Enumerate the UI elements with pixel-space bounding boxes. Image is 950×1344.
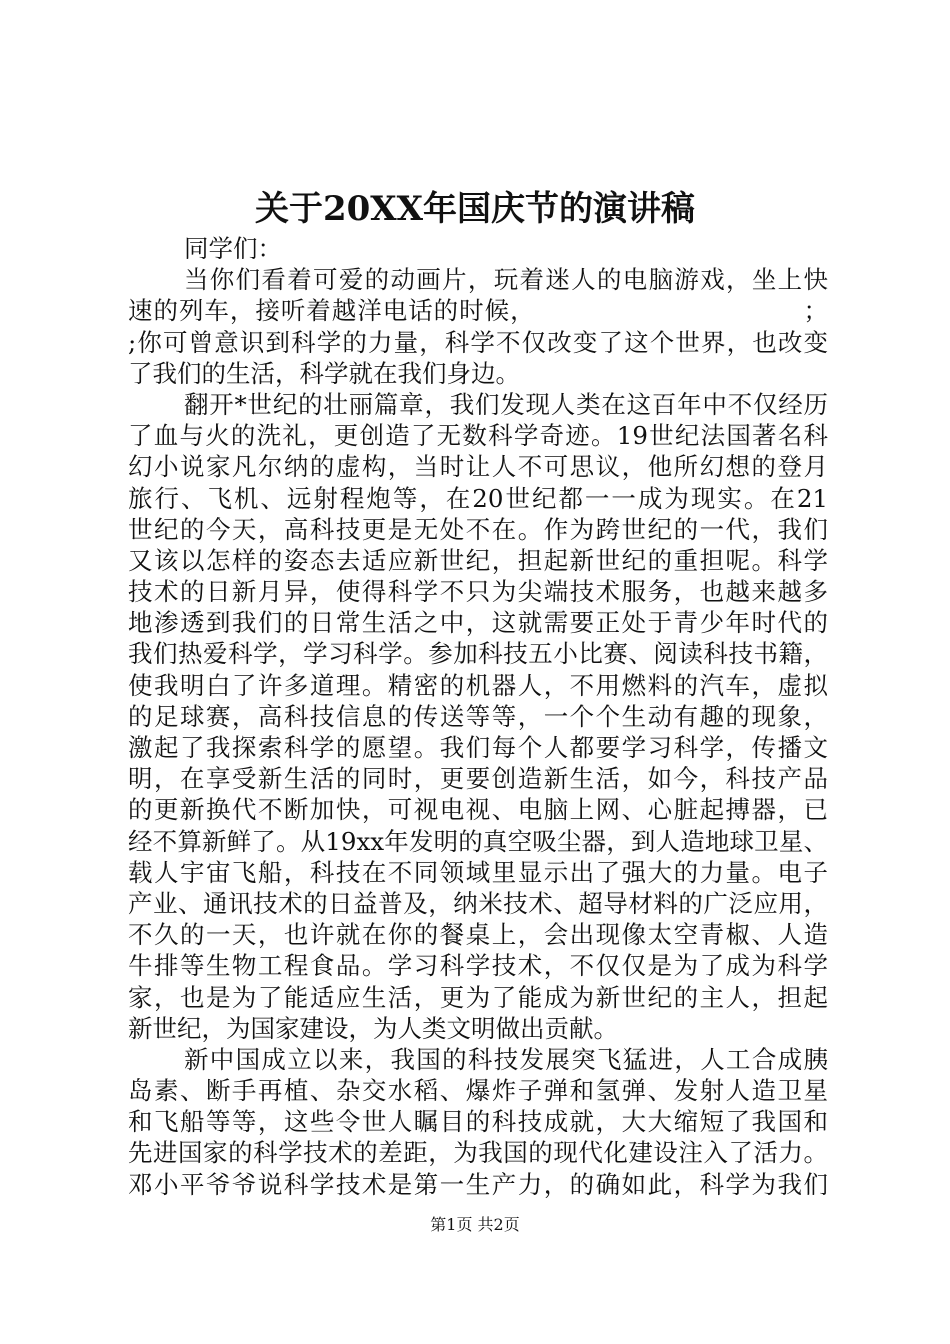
paragraph-2-line: 的更新换代不断加快，可视电视、电脑上网、心脏起搏器，已 (128, 795, 828, 825)
paragraph-2-line: 又该以怎样的姿态去适应新世纪，担起新世纪的重担呢。科学 (128, 545, 828, 575)
paragraph-1-line: 速的列车，接听着越洋电话的时候， ； (128, 296, 828, 326)
paragraph-2-line: 新世纪，为国家建设，为人类文明做出贡献。 (128, 1013, 618, 1043)
paragraph-2-line: 产业、通讯技术的日益普及，纳米技术、超导材料的广泛应用， (128, 888, 828, 918)
salutation: 同学们： (184, 234, 282, 263)
paragraph-3-line: 先进国家的科学技术的差距，为我国的现代化建设注入了活力。 (128, 1138, 828, 1168)
paragraph-2-line: 翻开*世纪的壮丽篇章，我们发现人类在这百年中不仅经历 (184, 389, 828, 419)
paragraph-2-line: 我们热爱科学，学习科学。参加科技五小比赛、阅读科技书籍， (128, 639, 828, 669)
paragraph-2-line: 技术的日新月异，使得科学不只为尖端技术服务，也越来越多 (128, 577, 828, 607)
paragraph-2-line: 激起了我探索科学的愿望。我们每个人都要学习科学，传播文 (128, 733, 828, 762)
document-title: 关于20XX年国庆节的演讲稿 (254, 189, 696, 229)
paragraph-2-line: 的足球赛，高科技信息的传送等等，一个个生动有趣的现象， (128, 701, 828, 731)
paragraph-3-line: 岛素、断手再植、杂交水稻、爆炸子弹和氢弹、发射人造卫星 (128, 1076, 828, 1106)
paragraph-2-line: 使我明白了许多道理。精密的机器人，不用燃料的汽车，虚拟 (128, 670, 828, 700)
paragraph-2-line: 载人宇宙飞船，科技在不同领域里显示出了强大的力量。电子 (128, 857, 828, 887)
paragraph-2-line: 牛排等生物工程食品。学习科学技术，不仅仅是为了成为科学 (128, 951, 828, 981)
paragraph-2-line: 幻小说家凡尔纳的虚构，当时让人不可思议，他所幻想的登月 (128, 452, 828, 482)
paragraph-1-line: 当你们看着可爱的动画片，玩着迷人的电脑游戏，坐上快 (184, 265, 828, 295)
paragraph-2-line: 旅行、飞机、远射程炮等，在20世纪都一一成为现实。在21 (128, 483, 828, 513)
paragraph-2-line: 不久的一天，也许就在你的餐桌上，会出现像太空青椒、人造 (128, 920, 828, 950)
paragraph-1-line: ;你可曾意识到科学的力量，科学不仅改变了这个世界，也改变 (128, 327, 828, 357)
paragraph-3-line: 和飞船等等，这些令世人瞩目的科技成就，大大缩短了我国和 (128, 1107, 828, 1137)
paragraph-3-line: 新中国成立以来，我国的科技发展突飞猛进，人工合成胰 (184, 1044, 828, 1074)
paragraph-1-line: 了我们的生活，科学就在我们身边。 (128, 358, 520, 388)
document-body (128, 233, 828, 1200)
paragraph-3-line: 邓小平爷爷说科学技术是第一生产力，的确如此，科学为我们 (128, 1169, 828, 1199)
paragraph-2-line: 经不算新鲜了。从19xx年发明的真空吸尘器，到人造地球卫星、 (128, 826, 828, 856)
paragraph-2-line: 明，在享受新生活的同时，更要创造新生活，如今，科技产品 (128, 764, 828, 794)
page-number-footer: 第1页 共2页 (430, 1215, 520, 1234)
paragraph-2-line: 了血与火的洗礼，更创造了无数科学奇迹。19世纪法国著名科 (128, 421, 828, 451)
paragraph-2-line: 地渗透到我们的日常生活之中，这就需要正处于青少年时代的 (128, 608, 828, 638)
paragraph-2-line: 家，也是为了能适应生活，更为了能成为新世纪的主人，担起 (128, 982, 828, 1012)
paragraph-2-line: 世纪的今天，高科技更是无处不在。作为跨世纪的一代，我们 (128, 514, 828, 544)
